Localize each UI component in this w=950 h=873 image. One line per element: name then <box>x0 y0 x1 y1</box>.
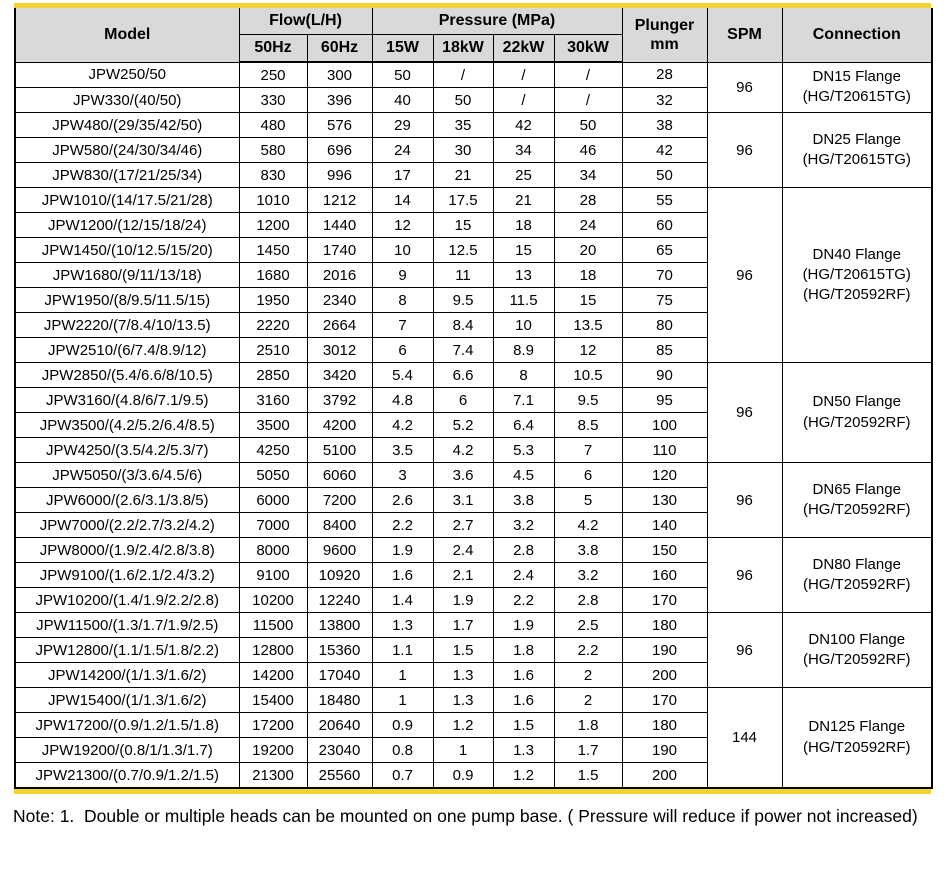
table-row <box>15 538 932 563</box>
pressure-15w-cell: 6 <box>372 338 433 363</box>
header-pressure-30kw: 30kW <box>554 35 622 63</box>
pressure-18kw-cell: 6.6 <box>433 363 493 388</box>
pressure-30kw-cell: 7 <box>554 438 622 463</box>
model-cell: JPW3160/(4.8/6/7.1/9.5) <box>15 388 239 413</box>
header-plunger <box>622 8 707 62</box>
model-cell: JPW330/(40/50) <box>15 88 239 113</box>
pressure-30kw-cell: 1.7 <box>554 738 622 763</box>
pressure-30kw-cell: 2 <box>554 688 622 713</box>
note-text: Note: 1. Double or multiple heads can be mounted on one pump base. ( Pressure will reduce if power not increased) <box>13 806 918 826</box>
pressure-30kw-cell: / <box>554 62 622 88</box>
pressure-22kw-cell: 1.6 <box>493 663 554 688</box>
flow-60hz-cell: 396 <box>307 88 372 113</box>
flow-60hz-cell: 696 <box>307 138 372 163</box>
table-row <box>15 188 932 213</box>
pressure-30kw-cell: 12 <box>554 338 622 363</box>
pressure-15w-cell: 1.4 <box>372 588 433 613</box>
pressure-30kw-cell: 9.5 <box>554 388 622 413</box>
header-model: Model <box>15 8 239 62</box>
pressure-30kw-cell: 28 <box>554 188 622 213</box>
connection-line: (HG/T20592RF) <box>802 738 911 756</box>
pressure-18kw-cell: 1.5 <box>433 638 493 663</box>
pressure-22kw-cell: 15 <box>493 238 554 263</box>
plunger-cell: 120 <box>622 463 707 488</box>
pressure-18kw-cell: 21 <box>433 163 493 188</box>
pressure-30kw-cell: 2.8 <box>554 588 622 613</box>
pressure-22kw-cell: 1.2 <box>493 763 554 789</box>
pressure-18kw-cell: 1.7 <box>433 613 493 638</box>
spm-cell: 96 <box>707 538 782 613</box>
model-cell: JPW250/50 <box>15 62 239 88</box>
spm-cell: 96 <box>707 188 782 363</box>
pressure-30kw-cell: 3.8 <box>554 538 622 563</box>
flow-60hz-cell: 9600 <box>307 538 372 563</box>
pressure-15w-cell: 7 <box>372 313 433 338</box>
pressure-18kw-cell: 35 <box>433 113 493 138</box>
pressure-22kw-cell: 2.4 <box>493 563 554 588</box>
pressure-15w-cell: 40 <box>372 88 433 113</box>
pressure-22kw-cell: 2.8 <box>493 538 554 563</box>
flow-50hz-cell: 2510 <box>239 338 307 363</box>
connection-line: (HG/T20615TG) <box>802 151 911 168</box>
pressure-15w-cell: 14 <box>372 188 433 213</box>
plunger-cell: 85 <box>622 338 707 363</box>
model-cell: JPW1950/(8/9.5/11.5/15) <box>15 288 239 313</box>
pressure-22kw-cell: / <box>493 88 554 113</box>
connection-line: (HG/T20592RF) <box>802 501 911 518</box>
flow-50hz-cell: 4250 <box>239 438 307 463</box>
pressure-15w-cell: 1.9 <box>372 538 433 563</box>
header-pressure-22kw: 22kW <box>493 35 554 63</box>
model-cell: JPW17200/(0.9/1.2/1.5/1.8) <box>15 713 239 738</box>
pressure-22kw-cell: 7.1 <box>493 388 554 413</box>
pressure-18kw-cell: 15 <box>433 213 493 238</box>
flow-60hz-cell: 1440 <box>307 213 372 238</box>
pressure-15w-cell: 1.6 <box>372 563 433 588</box>
pressure-22kw-cell: 1.6 <box>493 688 554 713</box>
connection-line: DN50 Flange <box>812 393 901 411</box>
pressure-30kw-cell: / <box>554 88 622 113</box>
spm-cell: 144 <box>707 688 782 789</box>
connection-cell <box>782 363 932 463</box>
header-flow-60hz: 60Hz <box>307 35 372 63</box>
flow-50hz-cell: 12800 <box>239 638 307 663</box>
pressure-15w-cell: 9 <box>372 263 433 288</box>
pressure-22kw-cell: 3.8 <box>493 488 554 513</box>
plunger-cell: 140 <box>622 513 707 538</box>
pressure-15w-cell: 24 <box>372 138 433 163</box>
plunger-cell: 110 <box>622 438 707 463</box>
connection-cell <box>782 538 932 613</box>
header-plunger-line2: mm <box>650 35 679 53</box>
flow-50hz-cell: 10200 <box>239 588 307 613</box>
flow-60hz-cell: 10920 <box>307 563 372 588</box>
flow-50hz-cell: 9100 <box>239 563 307 588</box>
flow-60hz-cell: 6060 <box>307 463 372 488</box>
plunger-cell: 60 <box>622 213 707 238</box>
pressure-18kw-cell: 11 <box>433 263 493 288</box>
pressure-18kw-cell: 5.2 <box>433 413 493 438</box>
flow-50hz-cell: 3160 <box>239 388 307 413</box>
flow-60hz-cell: 18480 <box>307 688 372 713</box>
plunger-cell: 100 <box>622 413 707 438</box>
model-cell: JPW19200/(0.8/1/1.3/1.7) <box>15 738 239 763</box>
pressure-18kw-cell: 1.9 <box>433 588 493 613</box>
connection-line: (HG/T20592RF) <box>802 576 911 593</box>
model-cell: JPW8000/(1.9/2.4/2.8/3.8) <box>15 538 239 563</box>
flow-50hz-cell: 830 <box>239 163 307 188</box>
pressure-15w-cell: 1 <box>372 688 433 713</box>
plunger-cell: 50 <box>622 163 707 188</box>
model-cell: JPW21300/(0.7/0.9/1.2/1.5) <box>15 763 239 789</box>
model-cell: JPW1200/(12/15/18/24) <box>15 213 239 238</box>
pressure-22kw-cell: 21 <box>493 188 554 213</box>
plunger-cell: 65 <box>622 238 707 263</box>
pressure-15w-cell: 2.6 <box>372 488 433 513</box>
flow-50hz-cell: 330 <box>239 88 307 113</box>
model-cell: JPW12800/(1.1/1.5/1.8/2.2) <box>15 638 239 663</box>
pressure-18kw-cell: 7.4 <box>433 338 493 363</box>
pressure-30kw-cell: 3.2 <box>554 563 622 588</box>
spm-cell: 96 <box>707 113 782 188</box>
pressure-30kw-cell: 46 <box>554 138 622 163</box>
pressure-22kw-cell: 42 <box>493 113 554 138</box>
flow-60hz-cell: 5100 <box>307 438 372 463</box>
pressure-18kw-cell: 9.5 <box>433 288 493 313</box>
pressure-18kw-cell: 8.4 <box>433 313 493 338</box>
model-cell: JPW3500/(4.2/5.2/6.4/8.5) <box>15 413 239 438</box>
pressure-15w-cell: 5.4 <box>372 363 433 388</box>
spm-cell: 96 <box>707 62 782 113</box>
flow-60hz-cell: 4200 <box>307 413 372 438</box>
model-cell: JPW10200/(1.4/1.9/2.2/2.8) <box>15 588 239 613</box>
pressure-15w-cell: 10 <box>372 238 433 263</box>
flow-50hz-cell: 2220 <box>239 313 307 338</box>
pressure-18kw-cell: 17.5 <box>433 188 493 213</box>
connection-line: (HG/T20592RF) <box>802 651 911 668</box>
flow-50hz-cell: 7000 <box>239 513 307 538</box>
pressure-18kw-cell: 3.6 <box>433 463 493 488</box>
flow-60hz-cell: 25560 <box>307 763 372 789</box>
flow-50hz-cell: 480 <box>239 113 307 138</box>
plunger-cell: 32 <box>622 88 707 113</box>
flow-50hz-cell: 2850 <box>239 363 307 388</box>
plunger-cell: 150 <box>622 538 707 563</box>
plunger-cell: 42 <box>622 138 707 163</box>
pressure-18kw-cell: 1 <box>433 738 493 763</box>
connection-cell <box>782 62 932 113</box>
pressure-22kw-cell: 18 <box>493 213 554 238</box>
pressure-30kw-cell: 13.5 <box>554 313 622 338</box>
spm-cell: 96 <box>707 613 782 688</box>
table-row <box>15 363 932 388</box>
pressure-15w-cell: 1.1 <box>372 638 433 663</box>
flow-50hz-cell: 1450 <box>239 238 307 263</box>
plunger-cell: 170 <box>622 588 707 613</box>
connection-line: (HG/T20615TG) <box>802 265 911 283</box>
pressure-22kw-cell: 8.9 <box>493 338 554 363</box>
pressure-15w-cell: 8 <box>372 288 433 313</box>
pressure-15w-cell: 0.7 <box>372 763 433 789</box>
connection-line: DN80 Flange <box>812 555 901 573</box>
flow-60hz-cell: 13800 <box>307 613 372 638</box>
connection-line: DN15 Flange <box>812 68 901 85</box>
model-cell: JPW15400/(1/1.3/1.6/2) <box>15 688 239 713</box>
pressure-22kw-cell: 2.2 <box>493 588 554 613</box>
flow-50hz-cell: 3500 <box>239 413 307 438</box>
pressure-30kw-cell: 2.5 <box>554 613 622 638</box>
pressure-15w-cell: 0.8 <box>372 738 433 763</box>
flow-60hz-cell: 996 <box>307 163 372 188</box>
pressure-15w-cell: 1.3 <box>372 613 433 638</box>
pressure-15w-cell: 3 <box>372 463 433 488</box>
plunger-cell: 200 <box>622 763 707 789</box>
spm-cell: 96 <box>707 463 782 538</box>
pressure-22kw-cell: 11.5 <box>493 288 554 313</box>
pressure-22kw-cell: 8 <box>493 363 554 388</box>
flow-50hz-cell: 15400 <box>239 688 307 713</box>
header-row-1 <box>15 8 932 35</box>
spec-table <box>14 8 933 789</box>
flow-50hz-cell: 5050 <box>239 463 307 488</box>
flow-60hz-cell: 3012 <box>307 338 372 363</box>
pressure-22kw-cell: 13 <box>493 263 554 288</box>
pressure-22kw-cell: 1.9 <box>493 613 554 638</box>
connection-line: DN100 Flange <box>808 630 906 648</box>
flow-60hz-cell: 3420 <box>307 363 372 388</box>
plunger-cell: 200 <box>622 663 707 688</box>
connection-cell <box>782 188 932 363</box>
pressure-15w-cell: 4.2 <box>372 413 433 438</box>
pressure-18kw-cell: 30 <box>433 138 493 163</box>
model-cell: JPW830/(17/21/25/34) <box>15 163 239 188</box>
model-cell: JPW2510/(6/7.4/8.9/12) <box>15 338 239 363</box>
pressure-18kw-cell: 4.2 <box>433 438 493 463</box>
header-pressure-18kw: 18kW <box>433 35 493 63</box>
flow-60hz-cell: 17040 <box>307 663 372 688</box>
connection-line: DN40 Flange <box>812 245 901 263</box>
connection-cell <box>782 688 932 789</box>
pressure-30kw-cell: 4.2 <box>554 513 622 538</box>
header-flow: Flow(L/H) <box>239 8 372 35</box>
plunger-cell: 130 <box>622 488 707 513</box>
pressure-22kw-cell: / <box>493 62 554 88</box>
model-cell: JPW1680/(9/11/13/18) <box>15 263 239 288</box>
model-cell: JPW11500/(1.3/1.7/1.9/2.5) <box>15 613 239 638</box>
table-header <box>15 8 932 62</box>
pressure-15w-cell: 0.9 <box>372 713 433 738</box>
pressure-30kw-cell: 50 <box>554 113 622 138</box>
model-cell: JPW6000/(2.6/3.1/3.8/5) <box>15 488 239 513</box>
pressure-15w-cell: 50 <box>372 62 433 88</box>
connection-line: DN25 Flange <box>812 130 901 148</box>
flow-50hz-cell: 8000 <box>239 538 307 563</box>
model-cell: JPW2220/(7/8.4/10/13.5) <box>15 313 239 338</box>
pressure-18kw-cell: 2.1 <box>433 563 493 588</box>
pressure-30kw-cell: 20 <box>554 238 622 263</box>
pressure-30kw-cell: 5 <box>554 488 622 513</box>
header-pressure-15w: 15W <box>372 35 433 63</box>
model-cell: JPW480/(29/35/42/50) <box>15 113 239 138</box>
flow-50hz-cell: 14200 <box>239 663 307 688</box>
plunger-cell: 80 <box>622 313 707 338</box>
flow-60hz-cell: 12240 <box>307 588 372 613</box>
model-cell: JPW5050/(3/3.6/4.5/6) <box>15 463 239 488</box>
model-cell: JPW580/(24/30/34/46) <box>15 138 239 163</box>
flow-50hz-cell: 21300 <box>239 763 307 789</box>
header-pressure: Pressure (MPa) <box>372 8 622 35</box>
pressure-18kw-cell: 50 <box>433 88 493 113</box>
pressure-15w-cell: 12 <box>372 213 433 238</box>
pressure-22kw-cell: 25 <box>493 163 554 188</box>
pressure-30kw-cell: 18 <box>554 263 622 288</box>
pressure-15w-cell: 17 <box>372 163 433 188</box>
connection-cell <box>782 463 932 538</box>
flow-60hz-cell: 2664 <box>307 313 372 338</box>
connection-line: (HG/T20615TG) <box>802 88 911 106</box>
pressure-22kw-cell: 1.8 <box>493 638 554 663</box>
flow-50hz-cell: 250 <box>239 62 307 88</box>
plunger-cell: 180 <box>622 613 707 638</box>
table-row <box>15 613 932 638</box>
pressure-18kw-cell: 1.3 <box>433 688 493 713</box>
table-accent-frame <box>14 3 931 794</box>
model-cell: JPW14200/(1/1.3/1.6/2) <box>15 663 239 688</box>
header-plunger-line1: Plunger <box>634 16 695 34</box>
pressure-30kw-cell: 6 <box>554 463 622 488</box>
plunger-cell: 38 <box>622 113 707 138</box>
table-row <box>15 688 932 713</box>
pressure-22kw-cell: 3.2 <box>493 513 554 538</box>
flow-50hz-cell: 11500 <box>239 613 307 638</box>
flow-60hz-cell: 23040 <box>307 738 372 763</box>
flow-60hz-cell: 1740 <box>307 238 372 263</box>
model-cell: JPW2850/(5.4/6.6/8/10.5) <box>15 363 239 388</box>
model-cell: JPW1450/(10/12.5/15/20) <box>15 238 239 263</box>
connection-cell <box>782 613 932 688</box>
pressure-18kw-cell: 3.1 <box>433 488 493 513</box>
plunger-cell: 180 <box>622 713 707 738</box>
flow-50hz-cell: 1950 <box>239 288 307 313</box>
pressure-22kw-cell: 4.5 <box>493 463 554 488</box>
connection-line: (HG/T20592RF) <box>802 413 911 431</box>
pressure-30kw-cell: 1.8 <box>554 713 622 738</box>
flow-50hz-cell: 580 <box>239 138 307 163</box>
plunger-cell: 90 <box>622 363 707 388</box>
pressure-15w-cell: 3.5 <box>372 438 433 463</box>
pressure-30kw-cell: 8.5 <box>554 413 622 438</box>
pressure-15w-cell: 4.8 <box>372 388 433 413</box>
connection-cell <box>782 113 932 188</box>
model-cell: JPW4250/(3.5/4.2/5.3/7) <box>15 438 239 463</box>
pressure-18kw-cell: / <box>433 62 493 88</box>
model-cell: JPW1010/(14/17.5/21/28) <box>15 188 239 213</box>
header-flow-50hz: 50Hz <box>239 35 307 63</box>
flow-60hz-cell: 576 <box>307 113 372 138</box>
plunger-cell: 28 <box>622 62 707 88</box>
table-row <box>15 113 932 138</box>
table-row <box>15 463 932 488</box>
pressure-22kw-cell: 5.3 <box>493 438 554 463</box>
flow-60hz-cell: 20640 <box>307 713 372 738</box>
flow-60hz-cell: 2340 <box>307 288 372 313</box>
pressure-30kw-cell: 24 <box>554 213 622 238</box>
pressure-30kw-cell: 15 <box>554 288 622 313</box>
flow-60hz-cell: 15360 <box>307 638 372 663</box>
table-row <box>15 62 932 88</box>
flow-60hz-cell: 300 <box>307 62 372 88</box>
flow-50hz-cell: 19200 <box>239 738 307 763</box>
flow-50hz-cell: 1200 <box>239 213 307 238</box>
flow-50hz-cell: 1680 <box>239 263 307 288</box>
model-cell: JPW7000/(2.2/2.7/3.2/4.2) <box>15 513 239 538</box>
pressure-22kw-cell: 1.5 <box>493 713 554 738</box>
pressure-22kw-cell: 1.3 <box>493 738 554 763</box>
flow-60hz-cell: 3792 <box>307 388 372 413</box>
spm-cell: 96 <box>707 363 782 463</box>
flow-50hz-cell: 1010 <box>239 188 307 213</box>
pressure-15w-cell: 29 <box>372 113 433 138</box>
flow-60hz-cell: 8400 <box>307 513 372 538</box>
plunger-cell: 95 <box>622 388 707 413</box>
pressure-30kw-cell: 10.5 <box>554 363 622 388</box>
header-connection: Connection <box>782 8 932 62</box>
pressure-30kw-cell: 2 <box>554 663 622 688</box>
plunger-cell: 190 <box>622 738 707 763</box>
connection-line: DN125 Flange <box>808 718 906 736</box>
pressure-22kw-cell: 34 <box>493 138 554 163</box>
pressure-18kw-cell: 1.2 <box>433 713 493 738</box>
pressure-22kw-cell: 6.4 <box>493 413 554 438</box>
pressure-30kw-cell: 34 <box>554 163 622 188</box>
header-spm: SPM <box>707 8 782 62</box>
flow-60hz-cell: 7200 <box>307 488 372 513</box>
pressure-30kw-cell: 2.2 <box>554 638 622 663</box>
pressure-15w-cell: 1 <box>372 663 433 688</box>
connection-line: DN65 Flange <box>812 480 901 498</box>
flow-60hz-cell: 1212 <box>307 188 372 213</box>
plunger-cell: 55 <box>622 188 707 213</box>
pressure-18kw-cell: 2.4 <box>433 538 493 563</box>
plunger-cell: 75 <box>622 288 707 313</box>
flow-50hz-cell: 17200 <box>239 713 307 738</box>
connection-line: (HG/T20592RF) <box>802 286 911 304</box>
model-cell: JPW9100/(1.6/2.1/2.4/3.2) <box>15 563 239 588</box>
pressure-18kw-cell: 2.7 <box>433 513 493 538</box>
pressure-30kw-cell: 1.5 <box>554 763 622 789</box>
pressure-15w-cell: 2.2 <box>372 513 433 538</box>
flow-60hz-cell: 2016 <box>307 263 372 288</box>
pressure-22kw-cell: 10 <box>493 313 554 338</box>
plunger-cell: 70 <box>622 263 707 288</box>
flow-50hz-cell: 6000 <box>239 488 307 513</box>
plunger-cell: 170 <box>622 688 707 713</box>
pressure-18kw-cell: 12.5 <box>433 238 493 263</box>
plunger-cell: 160 <box>622 563 707 588</box>
pressure-18kw-cell: 6 <box>433 388 493 413</box>
pressure-18kw-cell: 1.3 <box>433 663 493 688</box>
pressure-18kw-cell: 0.9 <box>433 763 493 789</box>
plunger-cell: 190 <box>622 638 707 663</box>
table-body <box>15 62 932 788</box>
